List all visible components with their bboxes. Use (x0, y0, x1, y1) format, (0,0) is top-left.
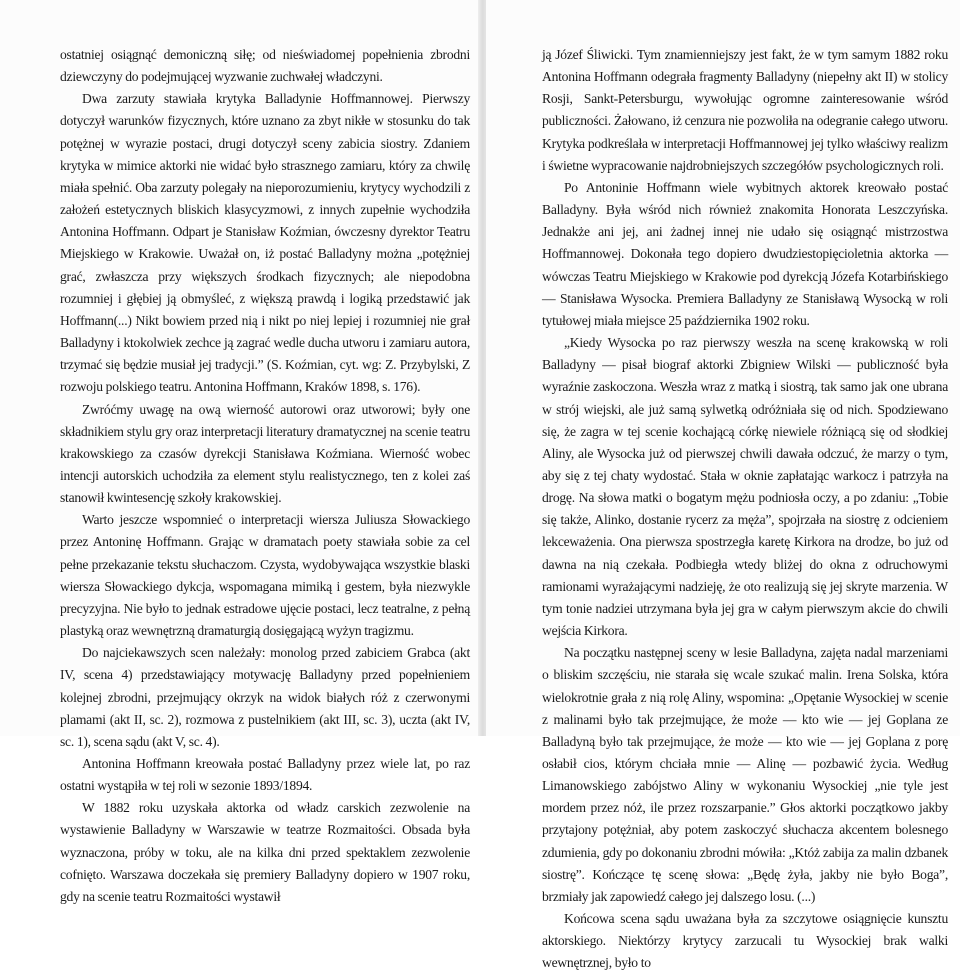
right-paragraph-2: Po Antoninie Hoffmann wiele wybitnych aktorek kreowało postać Balladyny. Była wśród nich również znakomita Honorata Leszczyńska. Jednakże ani jej, ani żadnej innej nie udało się osiągnąć mistrzostwa Hoffmannowej. Dokonała tego dopiero dwudziestopięcioletnia aktorka — wówczas Teatru Miejskiego w Krakowie pod dyrekcją Józefa Kotarbińskiego — Stanisława Wysocka. Premiera Balladyny ze Stanisławą Wysocką w roli tytułowej miała miejsce 25 października 1902 roku. (542, 179, 948, 328)
right-paragraph-4: Na początku następnej sceny w lesie Balladyna, zajęta nadal marzeniami o bliskim szczęściu, nie starała się wcale szukać malin. Irena Solska, która wielokrotnie grała z nią rolę Aliny, wspomina: „Opętanie Wysockiej w scenie z malinami było tak przejmujące, że może — kto wie — jej Goplana ze Balladyną było tak przejmujące, że może — kto wie — jej Goplana z porę osłabił cios, którym chciała mnie — Alinę — pozbawić życia. Według Limanowskiego zabójstwo Aliny w wykonaniu Wysockiej „nie tyle jest mordem przez nóż, ile przez rozszarpanie.” Głos aktorki początkowo jakby przytajony potężniał, aby potem zaskoczyć słuchacza akcentem bolesnego zdumienia, gdy po dokonaniu zbrodni mówiła: „Któż zabija za malin dzbanek siostrę”. Kończące tę scenę słowa: „Będę żyła, jakby nie było Boga”, brzmiały jak zapowiedź całego jej dalszego losu. (...) (542, 645, 948, 904)
right-paragraph-1: ją Józef Śliwicki. Tym znamienniejszy jest fakt, że w tym samym 1882 roku Antonina Hoffmann odegrała fragmenty Balladyny (niepełny akt II) w stolicy Rosji, Sankt-Petersburgu, wywołując ogromne zainteresowanie wśród publiczności. Żałowano, iż cenzura nie pozwoliła na odegranie całego utworu. Krytyka podkreślała w interpretacji Hoffmannowej jej tylko właściwy realizm i świetne wypracowanie najdrobniejszych szczegółów psychologicznych roli. (542, 47, 948, 173)
left-paragraph-7: W 1882 roku uzyskała aktorka od władz carskich zezwolenie na wystawienie Balladyny w Warszawie w teatrze Rozmaitości. Obsada była wyznaczona, próby w toku, ale na kilka dni przed spektaklem zezwolenie cofnięto. Warszawa doczekała się premiery Balladyny dopiero w 1907 roku, gdy na scenie teatru Rozmaitości wystawił (60, 800, 470, 904)
right-page (486, 0, 960, 971)
left-paragraph-5: Do najciekawszych scen należały: monolog przed zabiciem Grabca (akt IV, scena 4) przedstawiający motywację Balladyny przed popełnieniem kolejnej zbrodni, przejmujący okrzyk na widok białych róż z czerwonymi plamami (akt II, sc. 2), rozmowa z pustelnikiem (akt III, sc. 3), uczta (akt IV, sc. 1), scena sądu (akt V, sc. 4). (60, 645, 470, 749)
left-paragraph-4: Warto jeszcze wspomnieć o interpretacji wiersza Juliusza Słowackiego przez Antoninę Hoffmann. Grając w dramatach poety stawiała sobie za cel pełne przekazanie tekstu słuchaczom. Czysta, wydobywająca wszystkie blaski wiersza Słowackiego dykcja, wspomagana mimiką i gestem, była niezwykle precyzyjna. Nie było to jednak estradowe ujęcie postaci, lecz teatralne, z pełną plastyką oraz wewnętrzną dramaturgią dosięgającą wyżyn tragizmu. (60, 512, 470, 639)
left-paragraph-1: ostatniej osiągnąć demoniczną siłę; od nieświadomej popełnienia zbrodni dziewczyny do podejmującej wyzwanie zuchwałej władczyni. (60, 47, 470, 85)
right-paragraph-5: Końcowa scena sądu uważana była za szczytowe osiągnięcie kunsztu aktorskiego. Niektórzy krytycy zarzucali tu Wysockiej brak walki wewnętrznej, było to (542, 911, 948, 971)
left-paragraph-6: Antonina Hoffmann kreowała postać Balladyny przez wiele lat, po raz ostatni wystąpiła w tej roli w sezonie 1893/1894. (60, 756, 470, 794)
left-paragraph-2: Dwa zarzuty stawiała krytyka Balladynie Hoffmannowej. Pierwszy dotyczył warunków fizycznych, które uznano za zbyt nikłe w stosunku do tak potężnej w wyrazie postaci, drugi dotyczył sceny zabicia siostry. Zdaniem krytyka w mimice aktorki nie widać było strasznego zamiaru, który za chwilę miała spełnić. Oba zarzuty polegały na nieporozumieniu, krytycy wychodzili z założeń estetycznych bliskich klasycyzmowi, z innych zupełnie wychodziła Antonina Hoffmann. Odpart je Stanisław Koźmian, ówczesny dyrektor Teatru Miejskiego w Krakowie. Uważał on, iż postać Balladyny można „potężniej grać, zwłaszcza przy większych środkach fizycznych; ale niepodobna rozumniej i głębiej ją obmyśleć, z większą prawdą i logiką przedstawić jak Hoffmann(...) Nikt bowiem przed nią i nikt po niej lepiej i rozumniej nie grał Balladyny i ktokolwiek zechce ją zagrać wedle ducha utworu i zamiaru autora, trzymać się będzie musiał jej tradycji.” (S. Koźmian, cyt. wg: Z. Przybylski, Z rozwoju polskiego teatru. Antonina Hoffmann, Kraków 1898, s. 176). (60, 91, 470, 395)
right-paragraph-3: „Kiedy Wysocka po raz pierwszy weszła na scenę krakowską w roli Balladyny — pisał biograf aktorki Zbigniew Wilski — publiczność była wyraźnie zaskoczona. Weszła wraz z matką i siostrą, tak samo jak one ubrana w strój wiejski, ale już samą sylwetką odróżniała się od nich. Spodziewano się, że zagra w tej scenie kochającą córkę niewiele różniącą się od słodkiej Aliny, ale Wysocka już od pierwszej chwili dawała odczuć, że marzy o tym, aby się z tej chaty wydostać. Stała w oknie zapłatając warkocz i patrzyła na drogę. Na słowa matki o bogatym mężu podniosła oczy, a po zdaniu: „Tobie się także, Alinko, dostanie rycerz za męża”, spojrzała na siostrę z odcieniem lekceważenia. Ona pierwsza spostrzegła karetę Kirkora na drodze, bo już od dawna na nią czekała. Podbiegła wtedy bliżej do okna z odruchowymi ramionami wyrażającymi nadzieję, że oto realizują się jej skryte marzenia. W tym tonie nadziei utrzymana była jej gra w całym pierwszym akcie do chwili wejścia Kirkora. (542, 335, 948, 639)
left-paragraph-3: Zwróćmy uwagę na ową wierność autorowi oraz utworowi; były one składnikiem stylu gry oraz interpretacji literatury dramatycznej na scenie teatru krakowskiego za czasów dyrekcji Stanisława Koźmiana. Wierność wobec intencji autorskich uchodziła za element stylu realistycznego, ten z kolei zaś stanowił kwintesencję szkoły krakowskiej. (60, 401, 470, 506)
left-page (0, 0, 480, 904)
